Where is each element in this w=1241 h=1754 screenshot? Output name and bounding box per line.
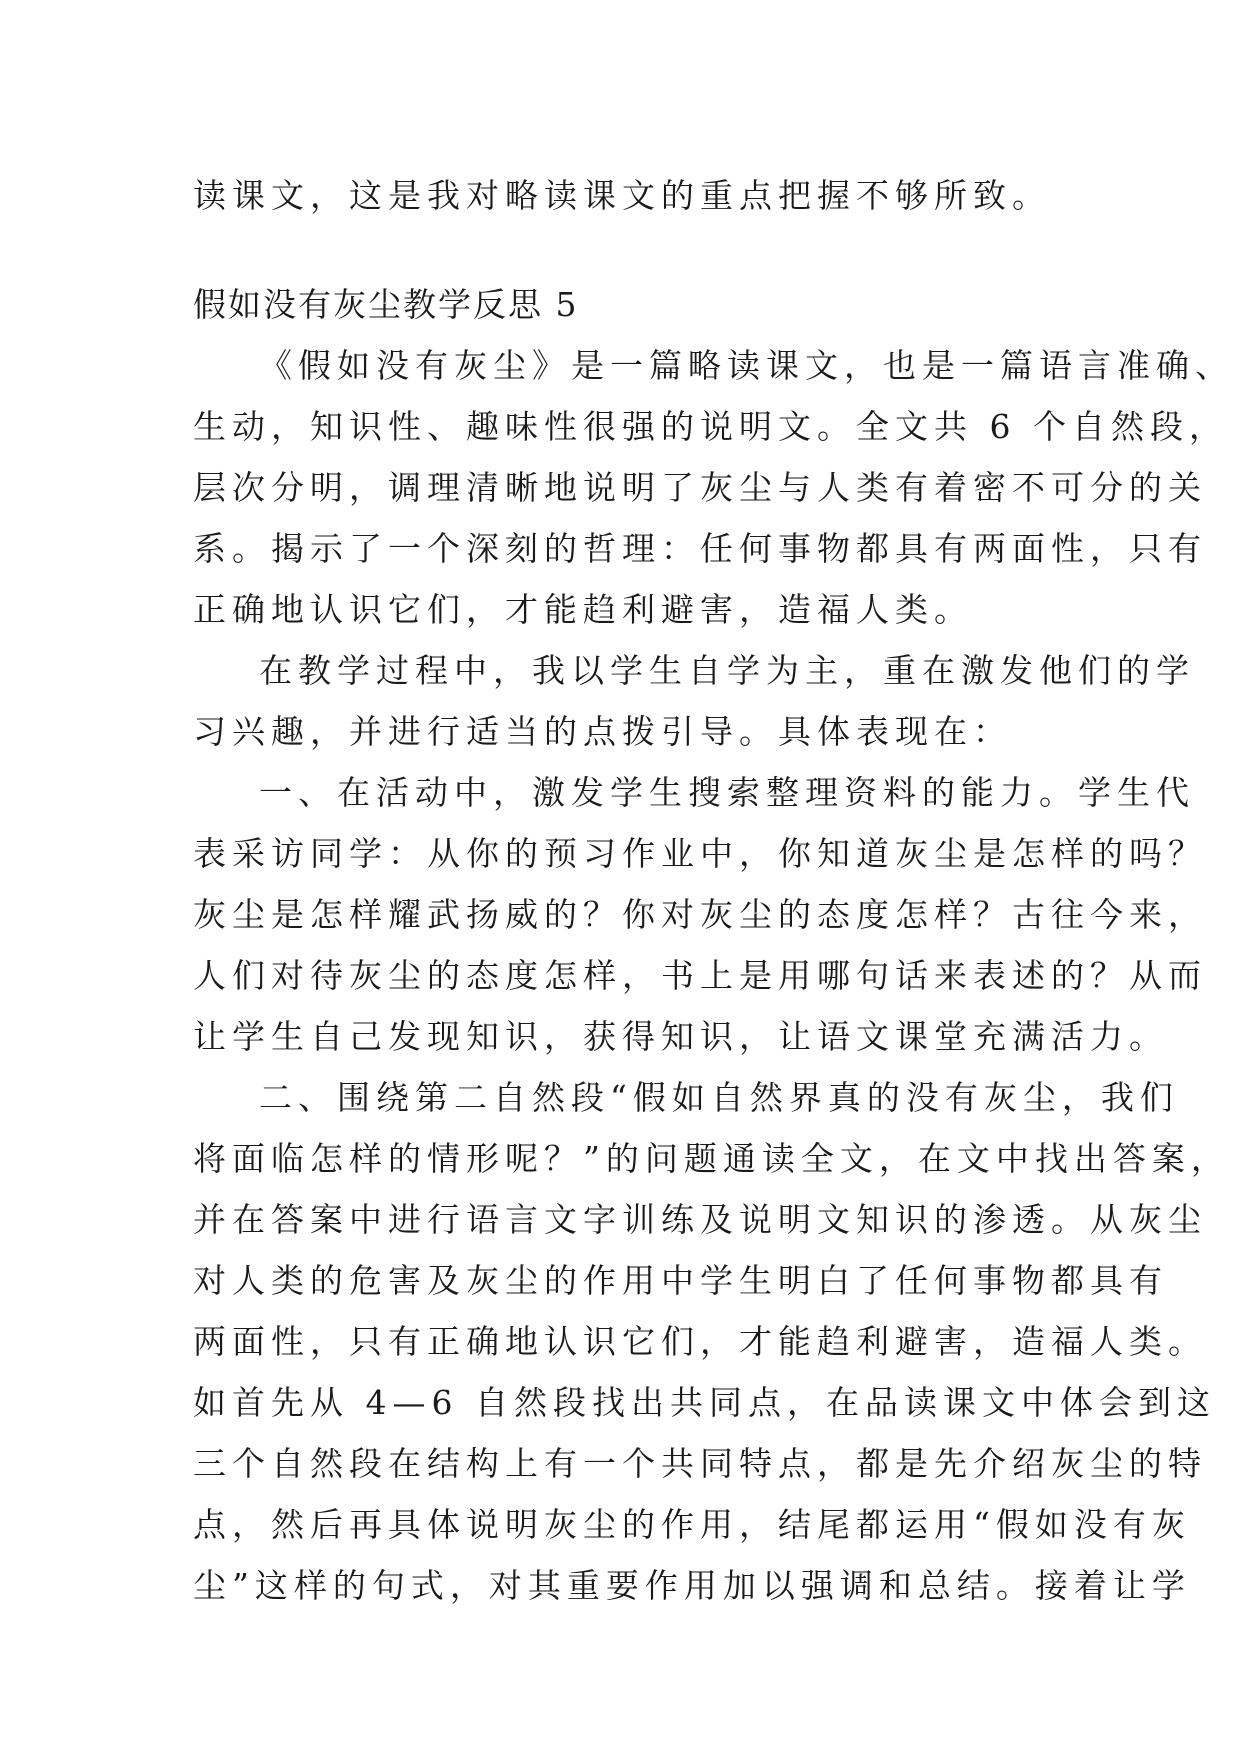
paragraph-intro (193, 335, 1234, 640)
paragraph-gap (193, 226, 1053, 274)
paragraph-point-two (193, 1067, 1230, 1616)
paragraph-line: 两面性，只有正确地认识它们，才能趋利避害，造福人类。 (193, 1322, 1207, 1361)
carryover-text-line: 读课文，这是我对略读课文的重点把握不够所致。 (193, 176, 1051, 215)
paragraph-line: 如首先从 4—6 自然段找出共同点，在品读课文中体会到这 (193, 1383, 1216, 1422)
section-title: 假如没有灰尘教学反思 5 (193, 285, 579, 324)
paragraph-line: 一、在活动中，激发学生搜索整理资料的能力。学生代 (259, 773, 1195, 812)
paragraph-line: 习兴趣，并进行适当的点拨引导。具体表现在： (193, 712, 1012, 751)
paragraph-line: 在教学过程中，我以学生自学为主，重在激发他们的学 (259, 651, 1195, 690)
paragraph-line: 尘”这样的句式，对其重要作用加以强调和总结。接着让学 (193, 1566, 1191, 1605)
paragraph-line: 灰尘是怎样耀武扬威的？你对灰尘的态度怎样？古往今来， (193, 895, 1207, 934)
paragraph-line: 将面临怎样的情形呢？”的问题通读全文，在文中找出答案， (193, 1139, 1230, 1178)
paragraph-teaching-process (193, 640, 1195, 762)
paragraph-line: 层次分明，调理清晰地说明了灰尘与人类有着密不可分的关 (193, 468, 1207, 507)
paragraph-line: 正确地认识它们，才能趋利避害，造福人类。 (193, 590, 973, 629)
document-body (193, 165, 1234, 1616)
paragraph-line: 表采访同学：从你的预习作业中，你知道灰尘是怎样的吗？ (193, 834, 1207, 873)
paragraph-line: 二、围绕第二自然段“假如自然界真的没有灰尘，我们 (259, 1078, 1179, 1117)
paragraph-point-one (193, 762, 1207, 1067)
paragraph-line: 让学生自己发现知识，获得知识，让语文课堂充满活力。 (193, 1017, 1168, 1056)
paragraph-line: 《假如没有灰尘》是一篇略读课文，也是一篇语言准确、 (259, 346, 1234, 385)
paragraph-line: 对人类的危害及灰尘的作用中学生明白了任何事物都具有 (193, 1261, 1168, 1300)
paragraph-line: 并在答案中进行语言文字训练及说明文知识的渗透。从灰尘 (193, 1200, 1207, 1239)
paragraph-line: 三个自然段在结构上有一个共同特点，都是先介绍灰尘的特 (193, 1444, 1207, 1483)
paragraph-line: 系。揭示了一个深刻的哲理：任何事物都具有两面性，只有 (193, 529, 1207, 568)
paragraph-line: 点，然后再具体说明灰尘的作用，结尾都运用“假如没有灰 (193, 1505, 1191, 1544)
paragraph-line: 生动，知识性、趣味性很强的说明文。全文共 6 个自然段， (193, 407, 1228, 446)
paragraph-line: 人们对待灰尘的态度怎样，书上是用哪句话来表述的？从而 (193, 956, 1207, 995)
